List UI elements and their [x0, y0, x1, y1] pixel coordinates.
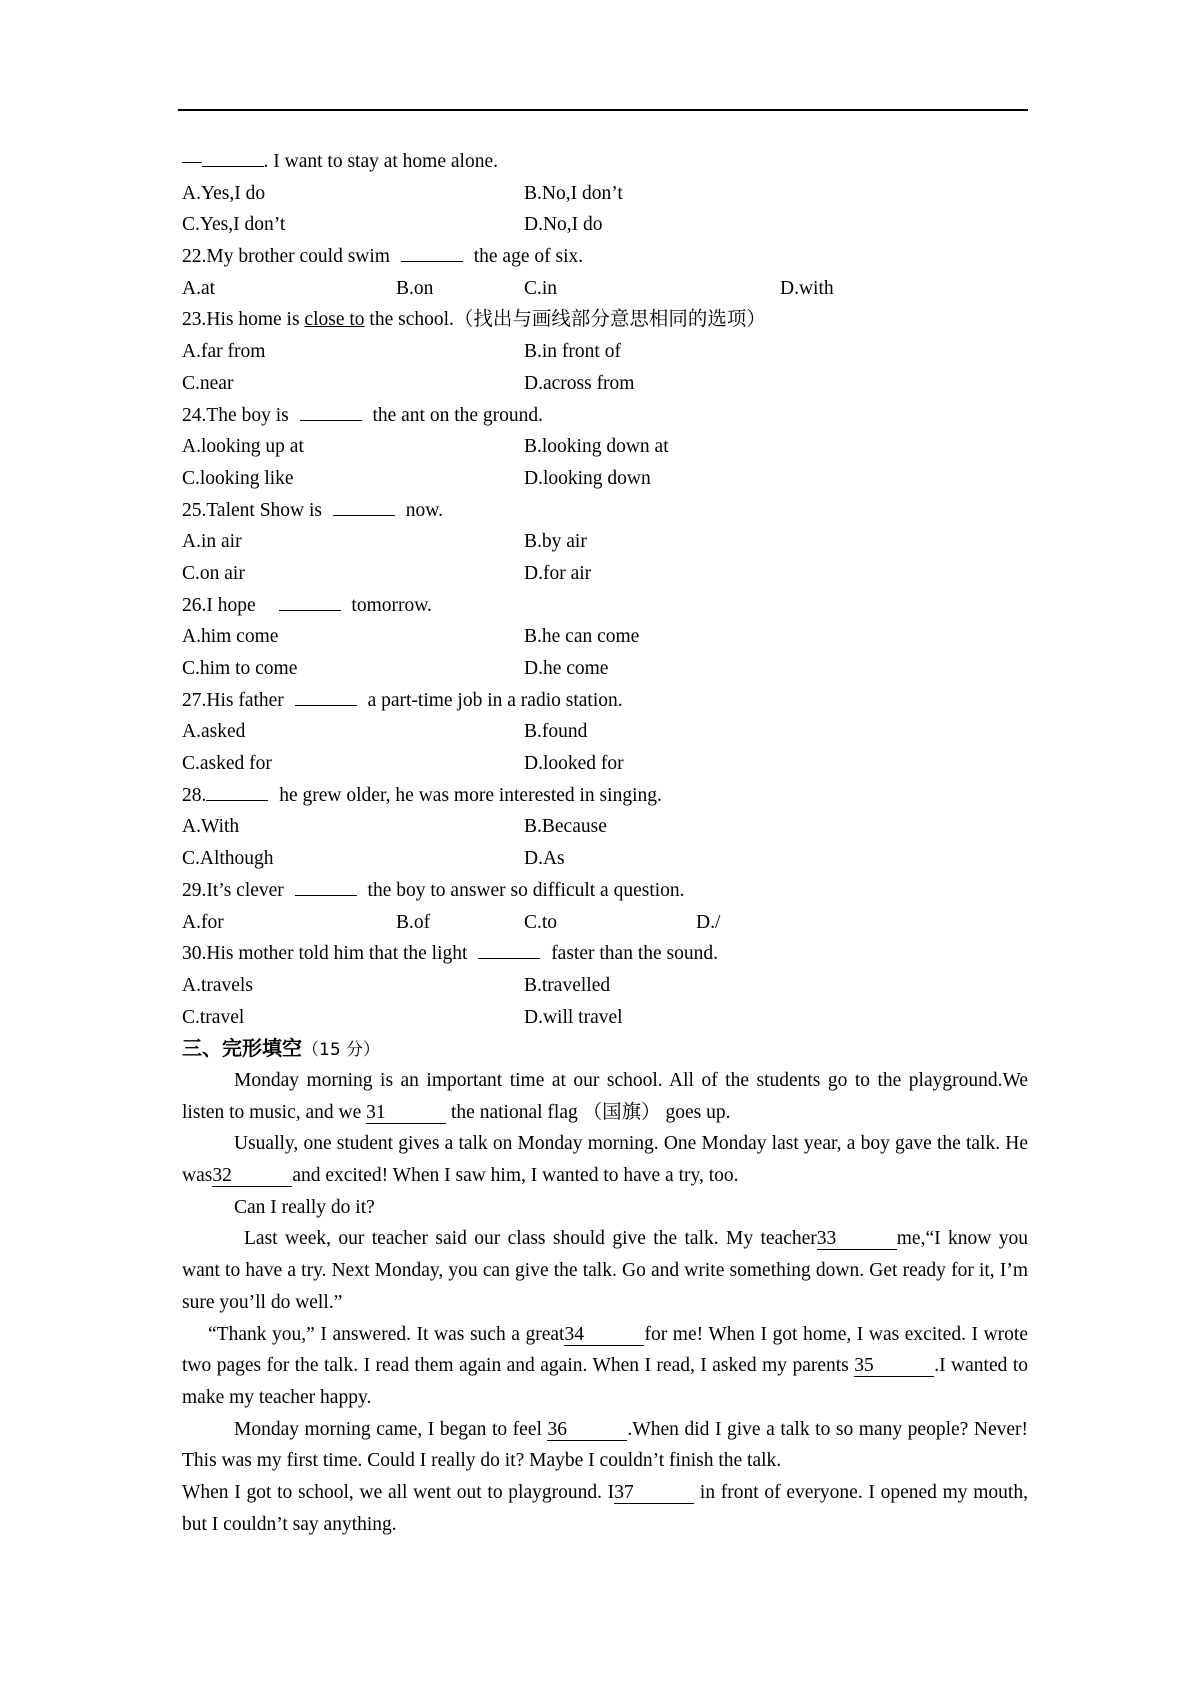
question-27-stem: 27.His father a part-time job in a radio station. — [182, 685, 1028, 717]
question-29-options — [182, 907, 1028, 939]
answer-blank[interactable] — [478, 938, 540, 959]
question-28-options-row2 — [182, 843, 1028, 875]
cloze-paragraph-6: Monday morning came, I began to feel 36 .When did I give a talk to so many people? Never! This was my first time. Could I really do it? Maybe I couldn’t finish the talk. — [182, 1418, 1028, 1472]
option-d[interactable]: D.looked for — [524, 753, 624, 775]
option-c[interactable]: C.him to come — [182, 658, 298, 679]
option-a[interactable]: A.travels — [182, 974, 253, 996]
answer-blank[interactable] — [279, 590, 341, 611]
option-a[interactable]: A.for — [182, 911, 224, 933]
cloze-paragraph-2: Usually, one student gives a talk on Monday morning. One Monday last year, a boy gave the talk. He was32 and excited! When I saw him, I wanted to have a try, too. — [182, 1133, 1028, 1187]
header-rule — [178, 109, 1028, 111]
option-b[interactable]: B.No,I don’t — [524, 182, 623, 204]
question-28-options-row1 — [182, 811, 1028, 843]
option-a[interactable]: A.far from — [182, 341, 266, 363]
question-21-stem: — . I want to stay at home alone. — [182, 146, 1028, 178]
question-26-options-row1 — [182, 621, 1028, 653]
answer-blank[interactable] — [333, 495, 395, 516]
answer-blank[interactable] — [295, 685, 357, 706]
option-b[interactable]: B.he can come — [524, 626, 640, 648]
exam-page — [182, 146, 1028, 1540]
question-29-stem: 29.It’s clever the boy to answer so difficult a question. — [182, 875, 1028, 907]
cloze-blank-32[interactable]: 32 — [212, 1166, 292, 1187]
option-c[interactable]: C.travel — [182, 1006, 245, 1028]
option-b[interactable]: B.on — [396, 277, 434, 299]
cloze-paragraph-4: Last week, our teacher said our class should give the talk. My teacher33 me,“I know you want to have a try. Next Monday, you can give the talk. Go and write something down. Get ready for it, I’m sure you’ll do well.” — [182, 1228, 1028, 1313]
cloze-blank-35[interactable]: 35 — [854, 1356, 934, 1377]
question-25-options-row1 — [182, 526, 1028, 558]
option-b[interactable]: B.by air — [524, 531, 587, 553]
cloze-paragraph-3: Can I really do it? — [234, 1196, 375, 1218]
question-28-stem: 28. he grew older, he was more interested in singing. — [182, 780, 1028, 812]
option-c[interactable]: C.in — [524, 277, 558, 299]
cloze-blank-33[interactable]: 33 — [817, 1229, 897, 1250]
question-22-options — [182, 273, 1028, 305]
section-title: 三、完形填空 — [182, 1036, 302, 1061]
question-30-stem: 30.His mother told him that the light faster than the sound. — [182, 938, 1028, 970]
question-25-options-row2 — [182, 558, 1028, 590]
option-b[interactable]: B.in front of — [524, 341, 621, 363]
option-d[interactable]: D.No,I do — [524, 214, 603, 236]
question-22-stem: 22.My brother could swim the age of six. — [182, 241, 1028, 273]
cloze-blank-34[interactable]: 34 — [564, 1325, 644, 1346]
option-c[interactable]: C.looking like — [182, 467, 294, 489]
option-b[interactable]: B.found — [524, 721, 588, 743]
question-21-options-row1 — [182, 178, 1028, 210]
cloze-paragraph-1: Monday morning is an important time at our school. All of the students go to the playground.We listen to music, and we 31 the national flag （国旗） goes up. — [182, 1069, 1028, 1123]
section-heading — [182, 1033, 1028, 1065]
question-30-options-row2 — [182, 1002, 1028, 1034]
question-24-options-row2 — [182, 463, 1028, 495]
option-d[interactable]: D./ — [696, 911, 721, 933]
option-c[interactable]: C.Although — [182, 848, 274, 870]
option-d[interactable]: D.with — [780, 277, 834, 299]
section-score: （15 分） — [302, 1040, 381, 1061]
cloze-blank-31[interactable]: 31 — [366, 1103, 446, 1124]
option-d[interactable]: D.for air — [524, 562, 592, 584]
option-a[interactable]: A.at — [182, 277, 216, 299]
cloze-blank-36[interactable]: 36 — [547, 1420, 627, 1441]
option-b[interactable]: B.Because — [524, 816, 607, 838]
question-23-options-row2 — [182, 368, 1028, 400]
question-25-stem: 25.Talent Show is now. — [182, 495, 1028, 527]
question-23-options-row1 — [182, 336, 1028, 368]
option-c[interactable]: C.near — [182, 372, 234, 394]
underlined-phrase: close to — [304, 309, 365, 331]
cloze-paragraph-7: When I got to school, we all went out to playground. I37 in front of everyone. I opened my mouth, but I couldn’t say anything. — [182, 1482, 1028, 1535]
option-c[interactable]: C.to — [524, 911, 558, 933]
answer-blank[interactable] — [295, 875, 357, 896]
option-d[interactable]: D.he come — [524, 658, 609, 679]
option-d[interactable]: D.As — [524, 848, 565, 870]
answer-blank[interactable] — [202, 146, 264, 167]
question-21-options-row2 — [182, 209, 1028, 241]
question-26-options-row2 — [182, 653, 1028, 685]
answer-blank[interactable] — [300, 400, 362, 421]
option-c[interactable]: C.on air — [182, 562, 245, 584]
option-c[interactable]: C.asked for — [182, 753, 272, 775]
question-23-stem: 23.His home is close to the school.（找出与画线部分意思相同的选项） — [182, 309, 766, 331]
question-30-options-row1 — [182, 970, 1028, 1002]
question-27-options-row2 — [182, 748, 1028, 780]
question-24-stem: 24.The boy is the ant on the ground. — [182, 400, 1028, 432]
option-a[interactable]: A.looking up at — [182, 436, 304, 458]
question-26-stem: 26.I hope tomorrow. — [182, 590, 1028, 622]
option-b[interactable]: B.of — [396, 911, 431, 933]
question-24-options-row1 — [182, 431, 1028, 463]
option-d[interactable]: D.will travel — [524, 1006, 623, 1028]
option-d[interactable]: D.across from — [524, 372, 635, 394]
option-a[interactable]: A.in air — [182, 531, 242, 553]
option-a[interactable]: A.him come — [182, 626, 279, 648]
option-a[interactable]: A.With — [182, 816, 240, 838]
option-a[interactable]: A.Yes,I do — [182, 182, 266, 204]
option-b[interactable]: B.travelled — [524, 974, 611, 996]
option-d[interactable]: D.looking down — [524, 467, 651, 489]
option-b[interactable]: B.looking down at — [524, 436, 669, 458]
option-c[interactable]: C.Yes,I don’t — [182, 214, 286, 236]
question-27-options-row1 — [182, 716, 1028, 748]
cloze-paragraph-5: “Thank you,” I answered. It was such a great34 for me! When I got home, I was excited. I wrote two pages for the talk. I read them again and again. When I read, I asked my parents 35 .I wanted to make my teacher happy. — [182, 1323, 1028, 1408]
option-a[interactable]: A.asked — [182, 721, 246, 743]
answer-blank[interactable] — [206, 780, 268, 801]
cloze-blank-37[interactable]: 37 — [614, 1483, 694, 1504]
answer-blank[interactable] — [401, 241, 463, 262]
